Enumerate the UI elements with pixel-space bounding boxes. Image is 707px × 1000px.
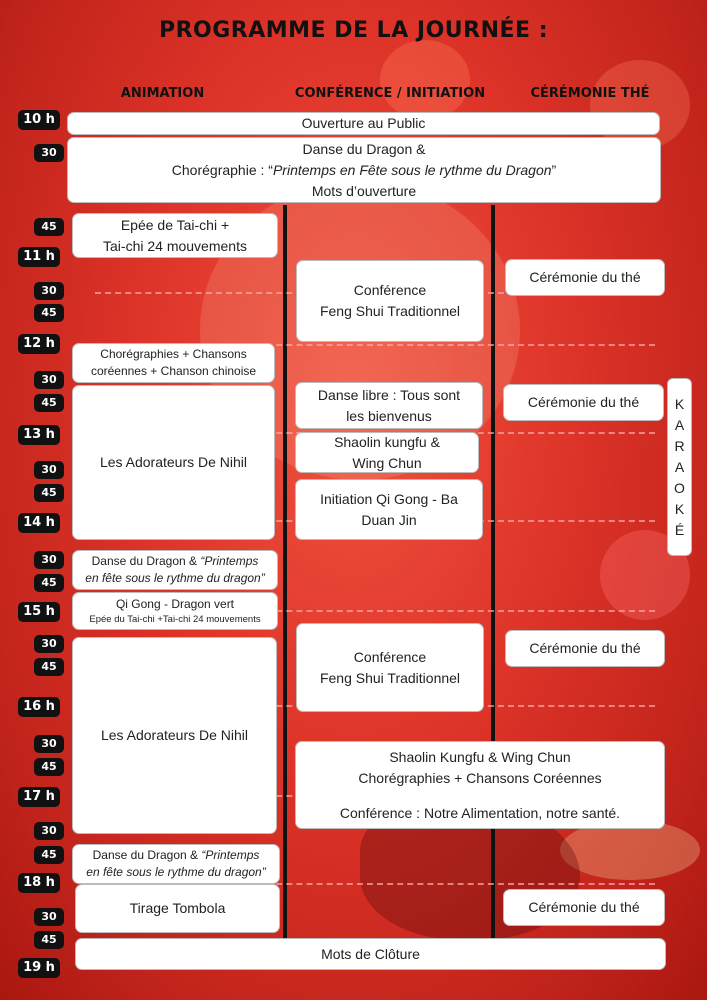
time-badge-18h: 18 h: [18, 873, 60, 893]
karaoke-letter: K: [674, 395, 685, 412]
event-label: Shaolin Kungfu & Wing Chun: [389, 748, 571, 765]
event-qigong-dragon: [72, 592, 278, 630]
event-label: Initiation Qi Gong - Ba: [320, 490, 458, 507]
event-label: Conférence: [353, 282, 427, 298]
time-badge: 45: [34, 484, 64, 502]
event-nihil-1: [72, 385, 275, 540]
event-dragon-dance-opening: [67, 137, 661, 203]
event-tea-ceremony-1: [505, 259, 665, 296]
event-label: Tirage Tombola: [129, 900, 226, 916]
column-divider-left: [283, 205, 287, 945]
event-label: coréennes + Chanson chinoise: [90, 364, 257, 378]
time-badge: 45: [34, 758, 64, 776]
time-badge: 45: [34, 931, 64, 949]
event-label: Cérémonie du thé: [529, 269, 641, 285]
event-label: Cérémonie du thé: [528, 899, 640, 915]
time-badge-10h: 10 h: [18, 110, 60, 130]
event-label: Feng Shui Traditionnel: [319, 303, 461, 319]
event-label: Mots d’ouverture: [311, 182, 417, 199]
event-tea-ceremony-2: [503, 384, 664, 421]
event-label: Ouverture au Public: [301, 115, 426, 131]
event-closing: [75, 938, 666, 970]
time-badge: 30: [34, 461, 64, 479]
event-label: Les Adorateurs De Nihil: [99, 454, 248, 470]
column-header-animation: ANIMATION: [120, 86, 205, 101]
time-badge-17h: 17 h: [18, 787, 60, 807]
event-qigong-ba-duan-jin: [295, 479, 483, 540]
event-dragon-dance-3: [72, 844, 280, 884]
time-badge: 45: [34, 846, 64, 864]
event-taichi-sword: [72, 213, 278, 258]
event-feng-shui-conference-2: [296, 623, 484, 712]
time-badge: 30: [34, 822, 64, 840]
cloud-decoration: [560, 820, 700, 880]
time-badge-15h: 15 h: [18, 602, 60, 622]
event-karaoke: [667, 378, 692, 556]
time-badge-16h: 16 h: [18, 697, 60, 717]
page-title: PROGRAMME DE LA JOURNÉE :: [158, 18, 549, 43]
event-free-dance: [295, 382, 483, 429]
event-label: Wing Chun: [352, 454, 422, 471]
event-label: Epée de Tai-chi +: [120, 216, 230, 233]
event-label: Mots de Clôture: [321, 945, 420, 962]
time-badge-11h: 11 h: [18, 247, 60, 267]
time-badge: 45: [34, 658, 64, 676]
karaoke-letter: A: [674, 458, 685, 475]
event-opening: [67, 112, 660, 135]
column-divider-right: [491, 205, 495, 945]
karaoke-letter: É: [674, 521, 685, 538]
event-label: Cérémonie du thé: [529, 640, 641, 656]
time-badge: 45: [34, 218, 64, 236]
event-feng-shui-conference-1: [296, 260, 484, 342]
karaoke-letter: A: [674, 416, 685, 433]
time-badge: 30: [34, 735, 64, 753]
event-tombola: [75, 884, 280, 933]
time-badge: 45: [34, 394, 64, 412]
event-korean-songs: [72, 343, 275, 383]
time-badge-14h: 14 h: [18, 513, 60, 533]
event-label: Conférence : Notre Alimentation, notre santé.: [339, 804, 621, 821]
event-label: Shaolin kungfu &: [334, 433, 440, 450]
event-label: Chorégraphies + Chansons: [100, 346, 247, 361]
karaoke-letter: R: [674, 437, 685, 454]
event-label: Chorégraphies + Chansons Coréennes: [358, 769, 602, 786]
event-nihil-2: [72, 637, 277, 834]
event-label: Duan Jin: [361, 511, 417, 528]
event-label: Danse du Dragon & “Printemps: [91, 553, 259, 568]
time-badge: 30: [34, 371, 64, 389]
time-badge: 30: [34, 282, 64, 300]
event-label: en fête sous le rythme du dragon”: [85, 571, 265, 585]
event-shaolin-1: [295, 432, 479, 473]
event-tea-ceremony-3: [505, 630, 665, 667]
column-header-ceremony: CÉRÉMONIE THÉ: [530, 86, 650, 101]
event-label: Tai-chi 24 mouvements: [103, 237, 247, 254]
event-shaolin-2: [295, 741, 665, 829]
event-label: Danse libre : Tous sont: [317, 386, 461, 403]
event-label: Feng Shui Traditionnel: [319, 669, 461, 686]
event-label: Conférence: [353, 648, 427, 665]
time-badge: 30: [34, 908, 64, 926]
time-badge: 45: [34, 574, 64, 592]
karaoke-letter: O: [674, 479, 685, 496]
time-badge-13h: 13 h: [18, 425, 60, 445]
event-label: Cérémonie du thé: [527, 394, 640, 410]
event-label: Danse du Dragon & “Printemps: [92, 847, 260, 862]
time-badge-19h: 19 h: [18, 958, 60, 978]
karaoke-letter: K: [674, 500, 685, 517]
event-label: Danse du Dragon &: [302, 140, 426, 157]
event-label: les bienvenus: [346, 407, 432, 424]
time-badge-12h: 12 h: [18, 334, 60, 354]
event-label: Epée du Tai-chi +Tai-chi 24 mouvements: [89, 613, 261, 625]
lantern-decoration: [380, 40, 470, 120]
event-label: Les Adorateurs De Nihil: [100, 727, 249, 743]
time-badge: 30: [34, 635, 64, 653]
event-dragon-dance-2: [72, 550, 278, 590]
time-badge: 30: [34, 551, 64, 569]
event-label: Chorégraphie : “Printemps en Fête sous le rythme du Dragon”: [171, 161, 557, 178]
time-badge: 45: [34, 304, 64, 322]
column-header-conference: CONFÉRENCE / INITIATION: [294, 86, 486, 101]
time-badge: 30: [34, 144, 64, 162]
event-label: Qi Gong - Dragon vert: [115, 597, 235, 612]
event-tea-ceremony-4: [503, 889, 665, 926]
event-label: en fête sous le rythme du dragon”: [86, 865, 266, 879]
